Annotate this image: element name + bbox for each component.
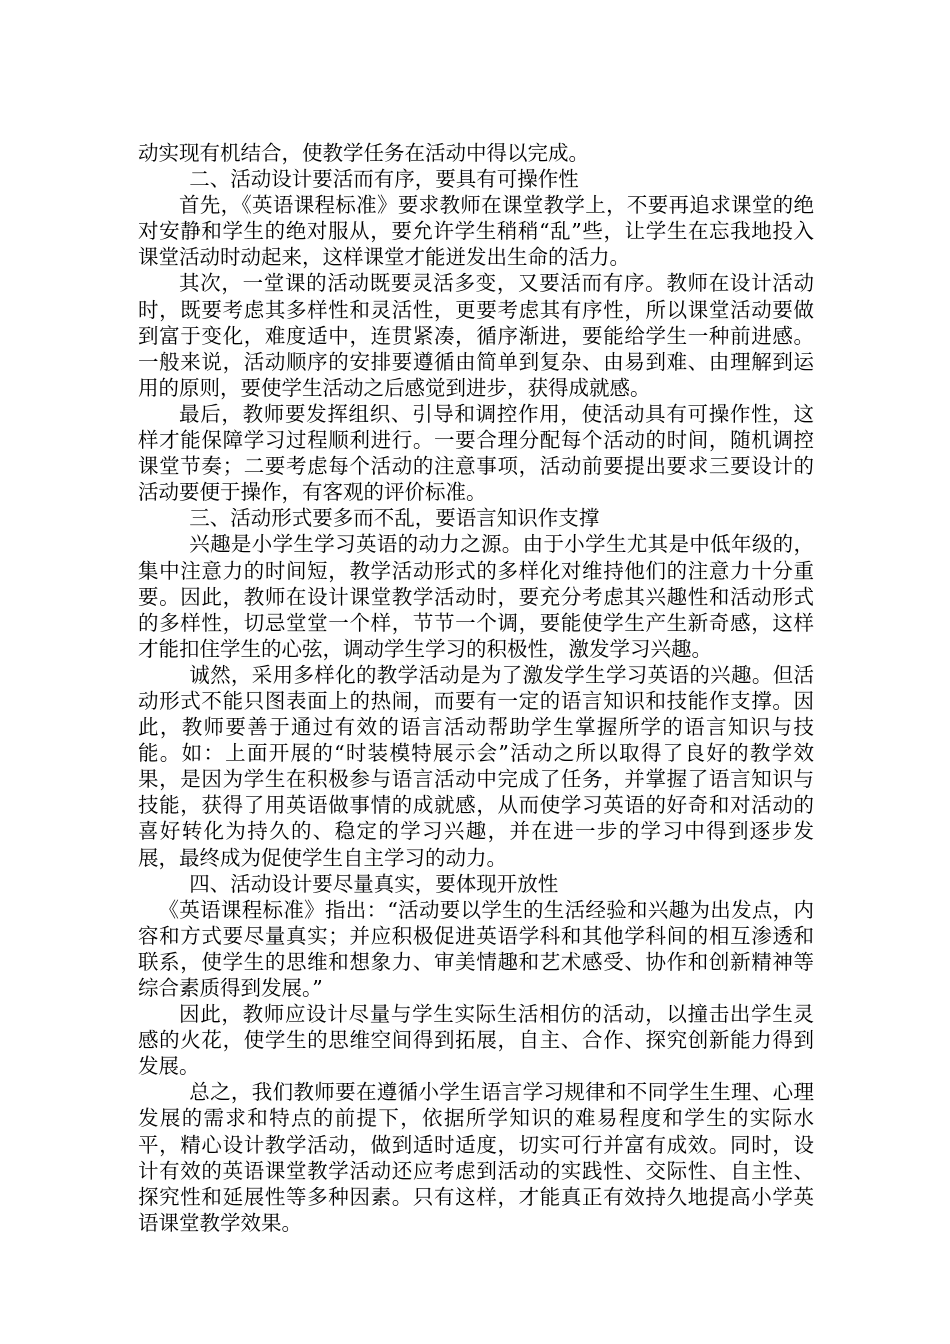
paragraph: 兴趣是小学生学习英语的动力之源。由于小学生尤其是中低年级的，集中注意力的时间短，教学活动形式的多样化对维持他们的注意力十分重要。因此，教师在设计课堂教学活动时，要充分考虑其兴趣性和活动形式的多样性，切忌堂堂一个样，节节一个调，要能使学生产生新奇感，这样才能扣住学生的心弦，调动学生学习的积极性，激发学习兴趣。	[138, 532, 814, 661]
paragraph: 总之，我们教师要在遵循小学生语言学习规律和不同学生生理、心理发展的需求和特点的前提下，依据所学知识的难易程度和学生的实际水平，精心设计教学活动，做到适时适度，切实可行并富有成效。同时，设计有效的英语课堂教学活动还应考虑到活动的实践性、交际性、自主性、探究性和延展性等多种因素。只有这样，才能真正有效持久地提高小学英语课堂教学效果。	[138, 1080, 814, 1235]
section-heading: 三、活动形式要多而不乱，要语言知识作支撑	[189, 506, 600, 531]
section-heading: 二、活动设计要活而有序，要具有可操作性	[189, 167, 579, 192]
paragraph: 因此，教师应设计尽量与学生实际生活相仿的活动，以撞击出学生灵感的火花，使学生的思维空间得到拓展，自主、合作、探究创新能力得到发展。	[138, 1002, 814, 1079]
paragraph: 动实现有机结合，使教学任务在活动中得以完成。	[138, 141, 589, 165]
section-heading: 四、活动设计要尽量真实，要体现开放性	[189, 871, 559, 896]
paragraph: 最后，教师要发挥组织、引导和调控作用，使活动具有可操作性，这样才能保障学习过程顺利进行。一要合理分配每个活动的时间，随机调控课堂节奏；二要考虑每个活动的注意事项，活动前要提出要求三要设计的活动要便于操作，有客观的评价标准。	[138, 401, 814, 505]
paragraph: 首先，《英语课程标准》要求教师在课堂教学上，不要再追求课堂的绝对安静和学生的绝对服从，要允许学生稍稍“乱”些，让学生在忘我地投入课堂活动时动起来，这样课堂才能迸发出生命的活力。	[138, 193, 814, 270]
paragraph: 其次，一堂课的活动既要灵活多变，又要活而有序。教师在设计活动时，既要考虑其多样性和灵活性，更要考虑其有序性，所以课堂活动要做到富于变化，难度适中，连贯紧凑，循序渐进，要能给学生一种前进感。一般来说，活动顺序的安排要遵循由简单到复杂、由易到难、由理解到运用的原则，要使学生活动之后感觉到进步，获得成就感。	[138, 271, 814, 400]
document-body	[138, 140, 814, 1236]
paragraph: 诚然，采用多样化的教学活动是为了激发学生学习英语的兴趣。但活动形式不能只图表面上的热闹，而要有一定的语言知识和技能作支撑。因此，教师要善于通过有效的语言活动帮助学生掌握所学的语言知识与技能。如：上面开展的“时装模特展示会”活动之所以取得了良好的教学效果，是因为学生在积极参与语言活动中完成了任务，并掌握了语言知识与技能，获得了用英语做事情的成就感，从而使学习英语的好奇和对活动的喜好转化为持久的、稳定的学习兴趣，并在进一步的学习中得到逐步发展，最终成为促使学生自主学习的动力。	[138, 662, 814, 870]
paragraph: 《英语课程标准》指出：“活动要以学生的生活经验和兴趣为出发点，内容和方式要尽量真实；并应积极促进英语学科和其他学科间的相互渗透和联系，使学生的思维和想象力、审美情趣和艺术感受、协作和创新精神等综合素质得到发展。”	[138, 897, 814, 1000]
